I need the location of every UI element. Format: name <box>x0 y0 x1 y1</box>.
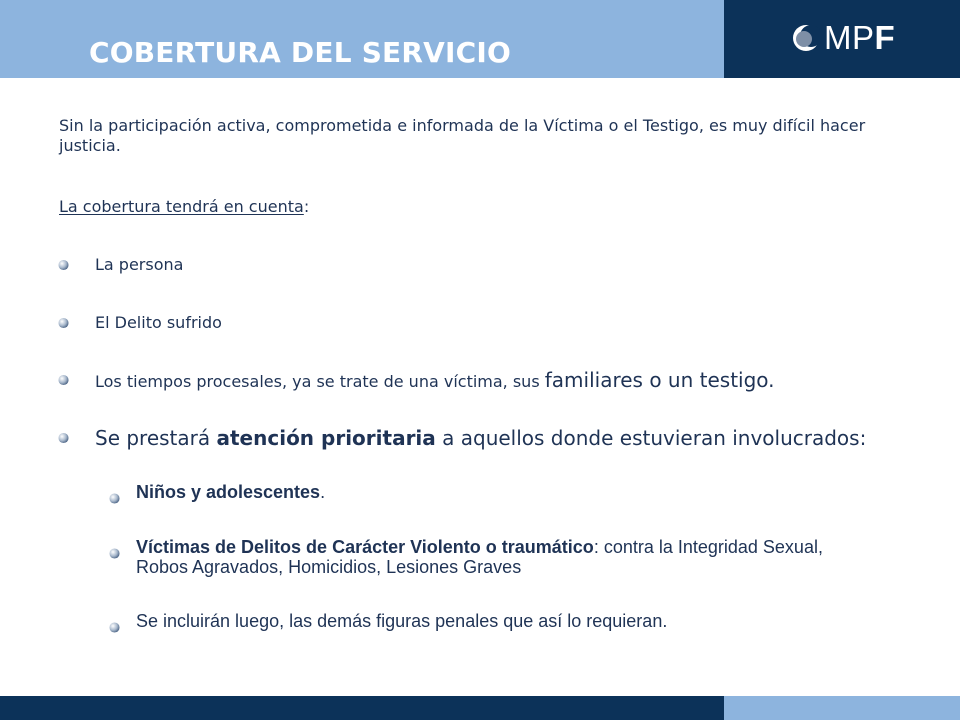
bullet-text: El Delito sufrido <box>95 313 222 332</box>
sub-bullet-end: : contra la Integridad Sexual, Robos Agravados, Homicidios, Lesiones Graves <box>136 537 823 577</box>
lead-line <box>59 196 309 218</box>
bullet-item-atencion <box>95 425 866 451</box>
orb-bullet-icon <box>58 375 69 386</box>
orb-bullet-icon <box>109 548 120 559</box>
bullet-item-persona <box>95 254 183 276</box>
bullet-text-emphasis: familiares o un testigo. <box>544 368 775 392</box>
bullet-text-end: a aquellos donde estuvieran involucrados: <box>435 426 867 450</box>
lead-suffix: : <box>303 197 310 216</box>
orb-bullet-icon <box>58 318 69 329</box>
sub-bullet-wrap <box>136 537 876 577</box>
orb-bullet-icon <box>109 493 120 504</box>
slide-title: COBERTURA DEL SERVICIO <box>89 36 512 69</box>
orb-bullet-icon <box>58 260 69 271</box>
orb-bullet-icon <box>58 433 69 444</box>
footer-band-light <box>724 696 960 720</box>
sub-bullet-bold: Víctimas de Delitos de Carácter Violento o traumático <box>136 537 594 557</box>
logo-text-bold: F <box>874 19 896 56</box>
sub-bullet-victimas <box>136 537 876 577</box>
mpf-logo-icon <box>792 23 820 53</box>
orb-bullet-icon <box>109 622 120 633</box>
bullet-text: La persona <box>95 255 184 274</box>
bullet-item-tiempos <box>95 367 775 393</box>
bullet-item-delito <box>95 312 222 334</box>
sub-bullet-end: . <box>320 482 326 502</box>
sub-bullet-text: Se incluirán luego, las demás figuras penales que así lo requieran. <box>136 611 668 631</box>
bullet-text-start: Los tiempos procesales, ya se trate de una víctima, sus <box>95 372 545 391</box>
logo-text-light: MP <box>824 19 875 56</box>
sub-bullet-bold: Niños y adolescentes <box>136 482 321 502</box>
sub-bullet-ninos <box>136 482 325 502</box>
logo-text <box>824 18 895 58</box>
mpf-logo <box>792 18 895 58</box>
sub-bullet-figuras <box>136 611 667 631</box>
intro-paragraph: Sin la participación activa, comprometida e informada de la Víctima o el Testigo, es muy difícil hacer justicia. <box>59 116 866 155</box>
footer-band-dark <box>0 696 724 720</box>
bullet-text-bold: atención prioritaria <box>216 426 436 450</box>
bullet-text-start: Se prestará <box>95 426 217 450</box>
lead-underlined-text: La cobertura tendrá en cuenta <box>59 197 304 216</box>
